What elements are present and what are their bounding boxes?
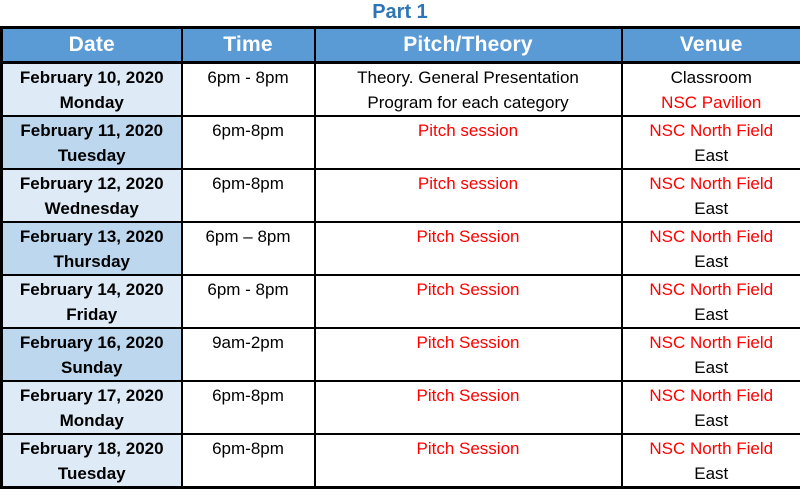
time-cell (182, 63, 315, 117)
table-row (2, 63, 800, 117)
schedule-table (0, 26, 800, 489)
venue-line-1: NSC North Field (649, 439, 774, 458)
venue-line-2: East (694, 252, 729, 271)
pitch-theory-cell (315, 381, 622, 434)
date-line-1: February 14, 2020 (19, 280, 164, 299)
venue-line-2: East (694, 358, 729, 377)
venue-cell (622, 275, 800, 328)
time-cell (182, 434, 315, 488)
page-title: Part 1 (372, 1, 428, 23)
date-line-2: Thursday (53, 252, 131, 271)
date-line-2: Wednesday (44, 199, 139, 218)
venue-line-1: NSC North Field (649, 121, 774, 140)
venue-line-1: NSC North Field (649, 227, 774, 246)
pitch-line-1: Pitch Session (416, 280, 520, 299)
pitch-theory-cell (315, 63, 622, 117)
venue-cell (622, 222, 800, 275)
date-cell (2, 381, 182, 434)
date-cell (2, 222, 182, 275)
time-cell (182, 328, 315, 381)
venue-cell (622, 434, 800, 488)
date-line-1: February 10, 2020 (19, 68, 164, 87)
date-cell (2, 275, 182, 328)
date-line-1: February 16, 2020 (19, 333, 164, 352)
date-line-1: February 11, 2020 (20, 121, 164, 140)
time-value: 6pm-8pm (212, 439, 284, 458)
table-row (2, 275, 800, 328)
date-line-2: Friday (66, 305, 118, 324)
pitch-line-1: Pitch session (417, 121, 519, 140)
pitch-theory-cell (315, 169, 622, 222)
header-date: Date (2, 28, 182, 63)
header-pitch-theory: Pitch/Theory (315, 28, 622, 63)
time-cell (182, 222, 315, 275)
table-row (2, 328, 800, 381)
venue-line-2: East (694, 464, 729, 483)
header-venue: Venue (622, 28, 800, 63)
date-line-1: February 12, 2020 (19, 174, 164, 193)
table-row (2, 381, 800, 434)
date-line-2: Tuesday (57, 146, 126, 165)
venue-line-1: NSC North Field (649, 280, 774, 299)
header-time: Time (182, 28, 315, 63)
time-cell (182, 169, 315, 222)
date-line-1: February 13, 2020 (19, 227, 164, 246)
venue-line-2: East (694, 305, 729, 324)
date-line-2: Sunday (61, 358, 123, 377)
venue-line-2: East (694, 199, 729, 218)
time-value: 6pm – 8pm (205, 227, 291, 246)
table-row (2, 169, 800, 222)
date-cell (2, 169, 182, 222)
time-value: 6pm-8pm (212, 121, 284, 140)
pitch-line-1: Pitch Session (416, 439, 520, 458)
date-line-2: Monday (59, 93, 124, 112)
table-row (2, 434, 800, 488)
venue-cell (622, 381, 800, 434)
venue-cell (622, 63, 800, 117)
time-value: 6pm-8pm (212, 386, 284, 405)
date-cell (2, 328, 182, 381)
date-line-1: February 18, 2020 (19, 439, 164, 458)
venue-line-1: NSC North Field (649, 333, 774, 352)
venue-cell (622, 169, 800, 222)
pitch-line-2: Program for each category (367, 93, 569, 112)
pitch-theory-cell (315, 434, 622, 488)
date-line-2: Monday (59, 411, 124, 430)
venue-line-2: East (694, 146, 729, 165)
date-cell (2, 116, 182, 169)
table-body (2, 63, 800, 488)
pitch-line-1: Pitch Session (416, 333, 520, 352)
venue-line-1: Classroom (670, 68, 752, 87)
time-cell (182, 116, 315, 169)
pitch-theory-cell (315, 116, 622, 169)
header-row (2, 28, 800, 63)
table-row (2, 222, 800, 275)
venue-cell (622, 116, 800, 169)
time-value: 9am-2pm (212, 333, 284, 352)
pitch-theory-cell (315, 222, 622, 275)
time-value: 6pm-8pm (212, 174, 284, 193)
venue-line-1: NSC North Field (649, 386, 774, 405)
pitch-line-1: Theory. General Presentation (357, 68, 579, 87)
table-row (2, 116, 800, 169)
date-line-1: February 17, 2020 (19, 386, 164, 405)
venue-line-2: NSC Pavilion (661, 93, 762, 112)
venue-line-2: East (694, 411, 729, 430)
time-value: 6pm - 8pm (207, 280, 289, 299)
time-cell (182, 381, 315, 434)
date-cell (2, 434, 182, 488)
pitch-theory-cell (315, 328, 622, 381)
pitch-line-1: Pitch Session (416, 227, 520, 246)
time-cell (182, 275, 315, 328)
date-cell (2, 63, 182, 117)
pitch-line-1: Pitch Session (416, 386, 520, 405)
pitch-line-1: Pitch session (417, 174, 519, 193)
time-value: 6pm - 8pm (207, 68, 289, 87)
date-line-2: Tuesday (57, 464, 126, 483)
venue-line-1: NSC North Field (649, 174, 774, 193)
pitch-theory-cell (315, 275, 622, 328)
venue-cell (622, 328, 800, 381)
